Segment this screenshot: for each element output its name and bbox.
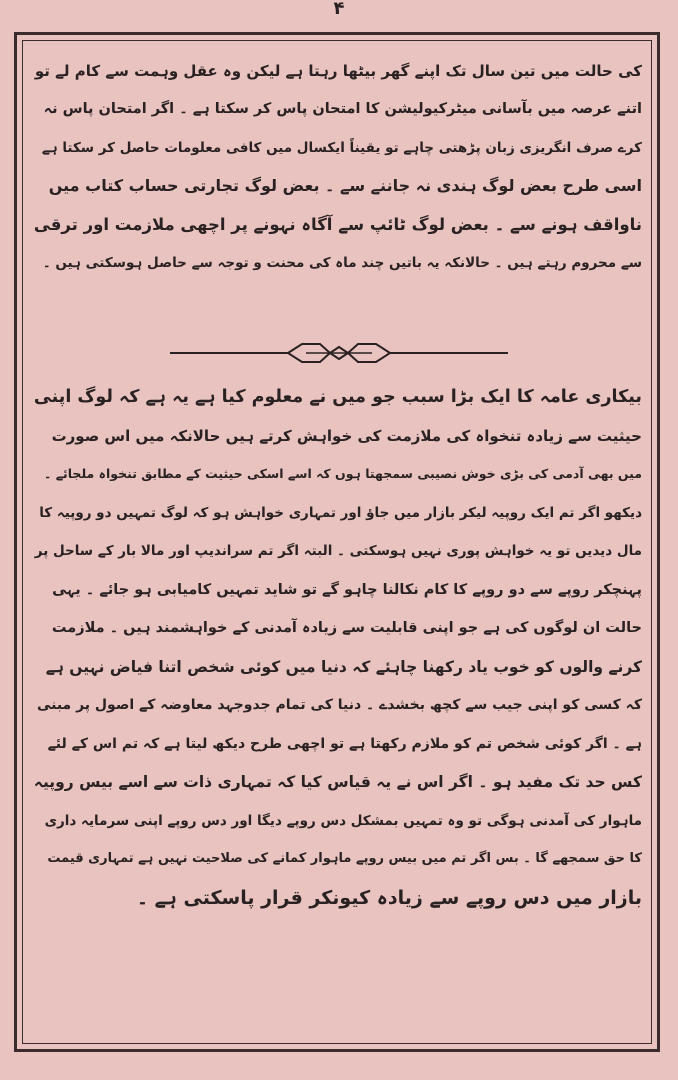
paragraph-1: [34, 52, 642, 282]
text-line: بازار میں دس روپے سے زیادہ کیونکر قرار پاسکتی ہے ۔: [136, 886, 642, 909]
text-line: کا حق سمجھے گا ۔ بس اگر تم میں بیس روپے ماہوار کمانے کی صلاحیت نہیں ہے تمہاری قیمت: [47, 851, 642, 866]
text-line: ہے ۔ اگر کوئی شخص تم کو ملازم رکھتا ہے تو اچھی طرح دیکھ لیتا ہے کہ تم اس کے لئے: [47, 735, 642, 752]
page-number: ۴: [333, 0, 345, 19]
text-line: کہ کسی کو اپنی جیب سے کچھ بخشدے ۔ دنیا کی تمام جدوجہد معاوضہ کے اصول پر مبنی: [36, 697, 642, 713]
section-divider-ornament: [170, 338, 508, 368]
text-line: کرنے والوں کو خوب یاد رکھنا چاہئے کہ دنیا میں کوئی شخص اتنا فیاض نہیں ہے: [45, 657, 642, 676]
text-line: حالت ان لوگوں کی ہے جو اپنی قابلیت سے زیادہ آمدنی کے خواہشمند ہیں ۔ ملازمت: [51, 620, 642, 636]
text-line: سے محروم رہتے ہیں ۔ حالانکہ یہ باتیں چند ماہ کی محنت و توجہ سے حاصل ہوسکتی ہیں ۔: [42, 254, 642, 271]
text-line: کس حد تک مفید ہو ۔ اگر اس نے یہ قیاس کیا کہ تمہاری ذات سے اسے بیس روپیہ: [34, 773, 642, 791]
text-line: دیکھو اگر تم ایک روپیہ لیکر بازار میں جاؤ اور تمہاری خواہش ہو کہ لوگ تمہیں دو روپیہ کا: [39, 504, 642, 521]
paragraph-2: [34, 378, 642, 917]
text-line: اتنے عرصہ میں بآسانی میٹرکیولیشن کا امتحان پاس کر سکتا ہے ۔ اگر امتحان پاس نہ: [43, 101, 642, 118]
text-line: بیکاری عامہ کا ایک بڑا سبب جو میں نے معلوم کیا ہے یہ ہے کہ لوگ اپنی: [34, 387, 642, 407]
text-line: کی حالت میں تین سال تک اپنے گھر بیٹھا رہتا ہے لیکن وہ عقل وہمت سے کام لے تو: [34, 62, 642, 80]
text-line: مال دیدیں تو یہ خواہش پوری نہیں ہوسکتی ۔ البتہ اگر تم سراندیپ اور مالا بار کے ساحل پر: [34, 543, 642, 559]
text-line: ماہوار کی آمدنی ہوگی تو وہ تمہیں بمشکل دس روپے دیگا اور دس روپے اپنی سرمایہ داری: [44, 812, 642, 829]
text-line: میں بھی آدمی کی بڑی خوش نصیبی سمجھتا ہوں کہ اسے اسکی حیثیت کے مطابق تنخواہ ملجائے ۔: [44, 466, 642, 481]
text-line: اسی طرح بعض لوگ ہندی نہ جاننے سے ۔ بعض لوگ تجارتی حساب کتاب میں: [48, 176, 642, 196]
text-line: پہنچکر روپے سے دو روپے کا کام نکالنا چاہو گے تو شاید تمہیں کامیابی ہو جائے ۔ یہی: [52, 581, 642, 598]
text-line: حیثیت سے زیادہ تنخواہ کی ملازمت کی خواہش کرتے ہیں حالانکہ میں اس صورت: [51, 426, 642, 445]
text-line: کرے صرف انگریزی زبان پڑھتی چاہے تو یقیناً ایکسال میں کافی معلومات حاصل کر سکتا ہے: [41, 139, 642, 156]
text-line: ناواقف ہونے سے ۔ بعض لوگ ٹائپ سے آگاہ نہونے پر اچھی ملازمت اور ترقی: [34, 214, 642, 234]
